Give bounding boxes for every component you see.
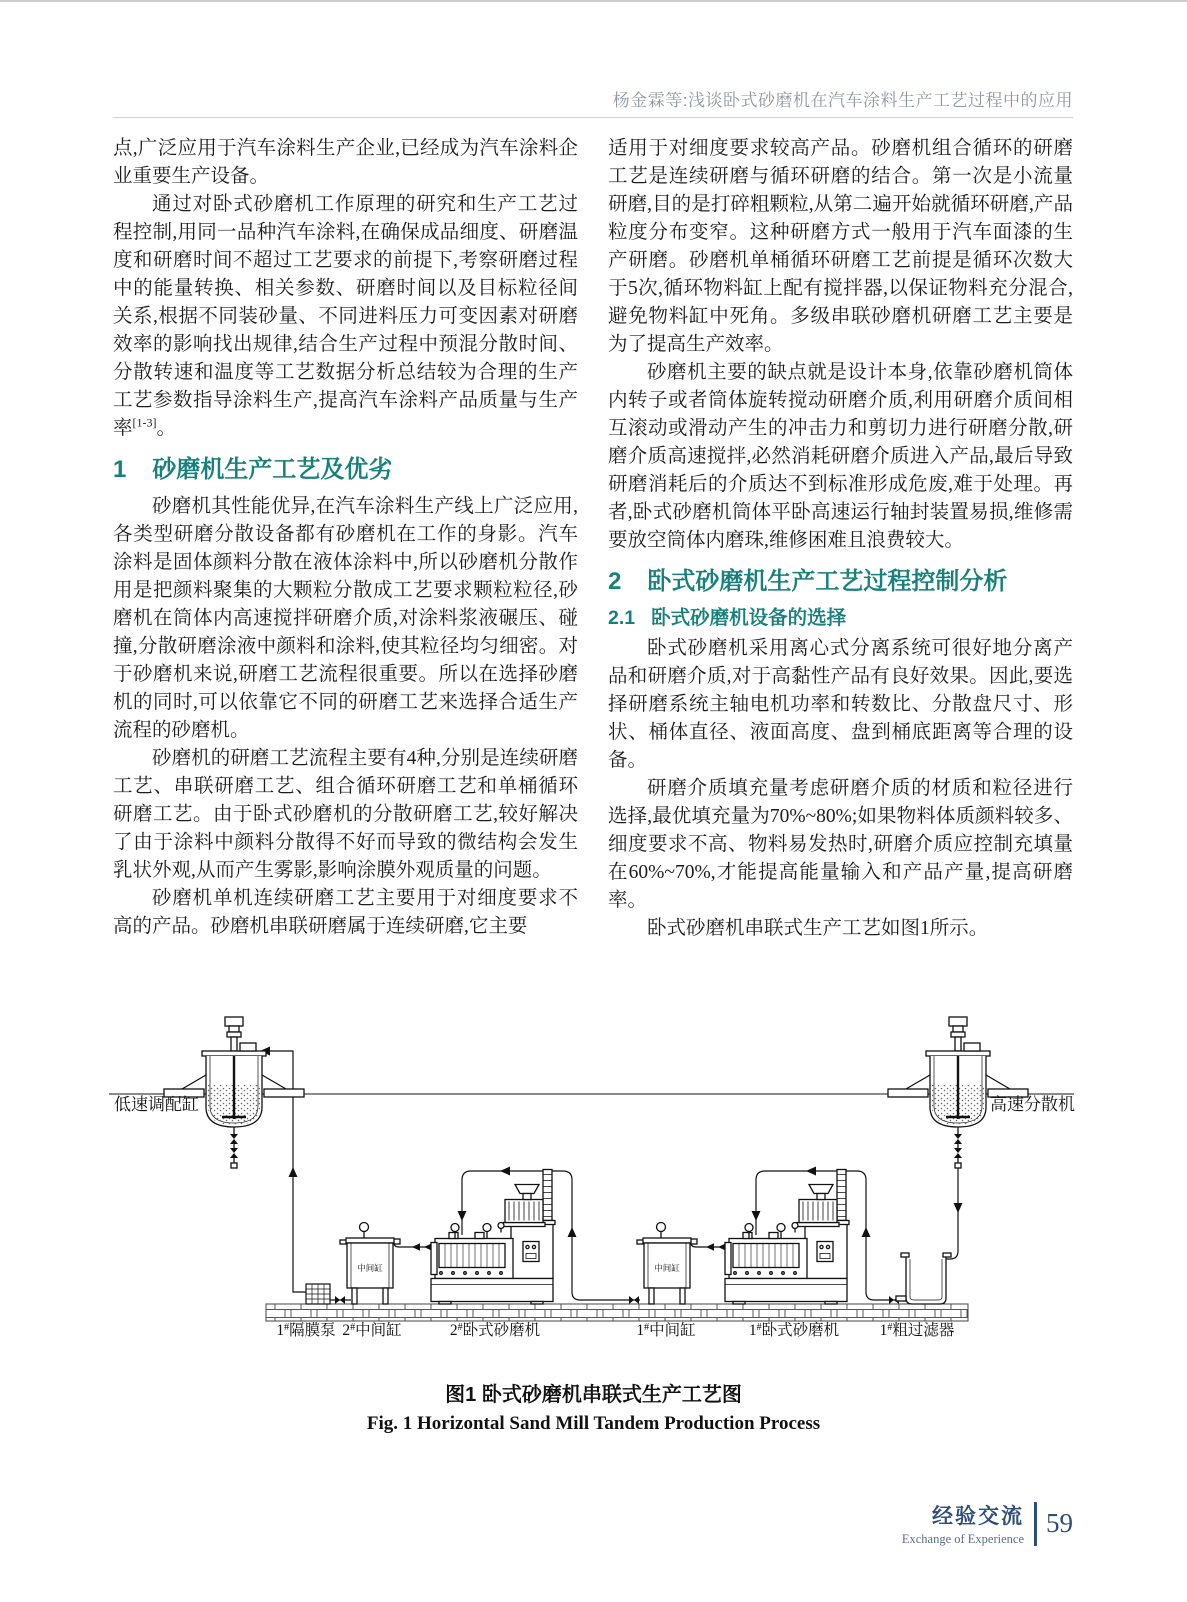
figure-1 — [106, 997, 1081, 1435]
high-speed-disperser — [888, 1017, 1028, 1168]
section-heading-2 — [608, 567, 1073, 597]
paragraph: 砂磨机主要的缺点就是设计本身,依靠砂磨机筒体内转子或者筒体旋转搅动研磨介质,利用研磨介质间相互滚动或滑动产生的冲击力和剪切力进行研磨分散,研磨介质高速搅拌,必然消耗研磨介质进入产品,最后导致研磨消耗后的介质达不到标准形成危废,难于处理。再者,卧式砂磨机筒体平卧高速运行轴封装置易损,维修需要放空筒体内磨珠,维修困难且浪费较大。 — [608, 362, 1073, 551]
running-head: 杨金霖等:浅谈卧式砂磨机在汽车涂料生产工艺过程中的应用 — [612, 91, 1073, 110]
section-number: 2 — [608, 568, 622, 595]
floor — [266, 1304, 968, 1321]
tank2-inner-label: 中间缸 — [357, 1263, 383, 1273]
section-title: 卧式砂磨机生产工艺过程控制分析 — [647, 568, 1008, 595]
section-number: 2.1 — [608, 607, 636, 629]
footer-section-zh: 经验交流 — [932, 1505, 1024, 1528]
paragraph-text: 通过对卧式砂磨机工作原理的研究和生产工艺过程控制,用同一品种汽车涂料,在确保成品细度、研磨温度和研磨时间不超过工艺要求的前提下,考察研磨过程中的能量转换、相关参数、研磨时间以及目标粒径间关系,根据不同装砂量、不同进料压力可变因素对研磨效率的影响找出规律,结合生产过程中预混分散时间、分散转速和温度等工艺数据分析总结较为合理的生产工艺参数指导涂料生产,提高汽车涂料产品质量与生产率 — [113, 194, 578, 439]
section-heading-1 — [113, 455, 578, 485]
svg-text:1#卧式砂磨机: 1#卧式砂磨机 — [748, 1322, 840, 1339]
citation-ref: [1-3] — [132, 415, 157, 430]
header-rule — [113, 117, 1073, 118]
section-heading-2-1 — [608, 605, 1073, 631]
left-column — [113, 135, 578, 997]
svg-text:1#中间缸: 1#中间缸 — [636, 1322, 696, 1339]
svg-text:1#隔膜泵: 1#隔膜泵 — [276, 1322, 336, 1339]
paragraph: 卧式砂磨机采用离心式分离系统可很好地分离产品和研磨介质,对于高黏性产品有良好效果。因此,要选择研磨系统主轴电机功率和转数比、分散盘尺寸、形状、桶体直径、液面高度、盘到桶底距离等合理的设备。 — [608, 638, 1073, 771]
low-speed-blending-tank — [164, 1017, 304, 1168]
paragraph: 砂磨机的研磨工艺流程主要有4种,分别是连续研磨工艺、串联研磨工艺、组合循环研磨工艺和单桶循环研磨工艺。由于卧式砂磨机的分散研磨工艺,较好解决了由于涂料中颜料分散得不好而导致的微结构会发生乳状外观,从而产生雾影,影响涂膜外观质量的问题。 — [113, 748, 578, 881]
paragraph: 砂磨机其性能优异,在汽车涂料生产线上广泛应用,各类型研磨分散设备都有砂磨机在工作的身影。汽车涂料是固体颜料分散在液体涂料中,所以砂磨机分散作用是把颜料聚集的大颗粒分散成工艺要求颗粒粒径,砂磨机在筒体内高速搅拌研磨介质,对涂料浆液碾压、碰撞,分散研磨涂液中颜料和涂料,使其粒径均匀细密。对于砂磨机来说,研磨工艺流程很重要。所以在选择砂磨机的同时,可以依靠它不同的研磨工艺来选择合适生产流程的砂磨机。 — [113, 496, 578, 741]
sand-mill-2 — [431, 1170, 555, 1305]
right-tank-label: 高速分散机 — [990, 1095, 1075, 1114]
figure-caption — [106, 1378, 1081, 1435]
page-footer — [113, 1500, 1073, 1547]
footer-section-en: Exchange of Experience — [901, 1532, 1024, 1546]
flow-arrows — [260, 1047, 963, 1251]
process-flow-diagram — [106, 997, 1081, 1347]
sand-mill-1 — [725, 1170, 849, 1305]
figure-caption-en: Fig. 1 Horizontal Sand Mill Tandem Production Process — [366, 1413, 821, 1434]
footer-divider — [1034, 1502, 1037, 1546]
coarse-filter — [896, 1253, 951, 1304]
text-columns — [113, 135, 1073, 997]
tank1-inner-label: 中间缸 — [654, 1263, 680, 1273]
diaphragm-pump — [306, 1284, 330, 1304]
paragraph-text: 。 — [156, 418, 177, 439]
section-title: 卧式砂磨机设备的选择 — [651, 607, 847, 629]
section-title: 砂磨机生产工艺及优劣 — [152, 456, 393, 483]
page-number: 59 — [1046, 1508, 1073, 1538]
figure-caption-zh: 图1 卧式砂磨机串联式生产工艺图 — [445, 1384, 742, 1406]
paragraph: 研磨介质填充量考虑研磨介质的材质和粒径进行选择,最优填充量为70%~80%;如果物料体质颜料较多、细度要求不高、物料易发热时,研磨介质应控制充填量在60%~70%,才能提高能量输入和产品产量,提高研磨率。 — [608, 778, 1073, 911]
left-tank-label: 低速调配缸 — [114, 1095, 199, 1114]
svg-text:1#粗过滤器: 1#粗过滤器 — [879, 1322, 955, 1339]
equipment-labels — [276, 1321, 955, 1339]
paragraph: 卧式砂磨机串联式生产工艺如图1所示。 — [647, 918, 989, 939]
footer-section — [902, 1500, 1024, 1547]
paragraph — [113, 191, 578, 443]
svg-text:2#卧式砂磨机: 2#卧式砂磨机 — [449, 1322, 541, 1339]
paragraph: 适用于对细度要求较高产品。砂磨机组合循环的研磨工艺是连续研磨与循环研磨的结合。第一次是小流量研磨,目的是打碎粗颗粒,从第二遍开始就循环研磨,产品粒度分布变窄。这种研磨方式一般用于汽车面漆的生产研磨。砂磨机单桶循环研磨工艺前提是循环次数大于5次,循环物料缸上配有搅拌器,以保证物料充分混合,避免物料缸中死角。多级串联砂磨机研磨工艺主要是为了提高生产效率。 — [608, 138, 1073, 355]
paragraph: 砂磨机单机连续研磨工艺主要用于对细度要求不高的产品。砂磨机串联研磨属于连续研磨,它主要 — [113, 888, 578, 937]
svg-text:2#中间缸: 2#中间缸 — [342, 1322, 402, 1339]
section-number: 1 — [113, 456, 127, 483]
paragraph: 点,广泛应用于汽车涂料生产企业,已经成为汽车涂料企业重要生产设备。 — [113, 138, 578, 187]
right-column — [608, 135, 1073, 997]
